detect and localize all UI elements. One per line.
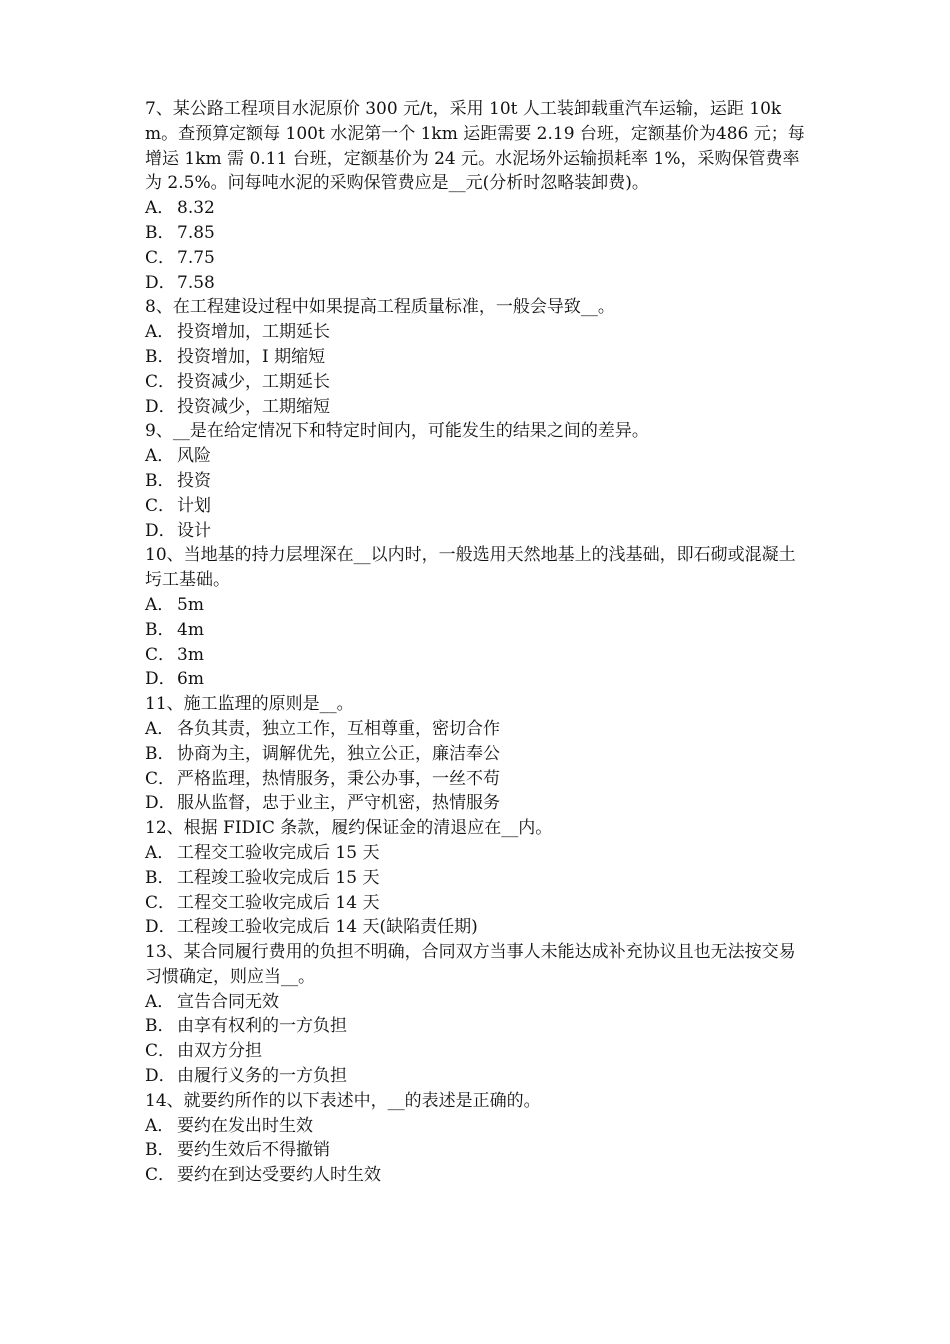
- option-letter: B．: [145, 1140, 175, 1161]
- answer-option: [145, 841, 810, 866]
- option-text: 要约在到达受要约人时生效: [177, 1165, 381, 1186]
- option-text: 7.85: [177, 222, 215, 243]
- option-text: 7.58: [177, 272, 215, 293]
- option-letter: B．: [145, 619, 175, 640]
- option-text: 工程竣工验收完成后 15 天: [177, 867, 380, 888]
- answer-option: [145, 395, 810, 420]
- option-text: 计划: [177, 495, 211, 516]
- question-stem: 7、某公路工程项目水泥原价 300 元/t，采用 10t 人工装卸载重汽车运输，运距 10km。查预算定额每 100t 水泥第一个 1km 运距需要 2.19 台班，定额基价为486 元；每增运 1km 需 0.11 台班，定额基价为 24 元。水泥场外运输损耗率 1%，采购保管费率为 2.5%。问每吨水泥的采购保管费应是__元(分析时忽略装卸费)。: [145, 99, 805, 194]
- question-block: [145, 295, 810, 419]
- option-text: 投资增加，工期延长: [177, 322, 330, 343]
- option-text: 要约生效后不得撤销: [177, 1140, 330, 1161]
- answer-option: [145, 593, 810, 618]
- option-text: 工程交工验收完成后 14 天: [177, 892, 380, 913]
- option-letter: C．: [145, 247, 176, 268]
- option-text: 要约在发出时生效: [177, 1115, 313, 1136]
- option-text: 严格监理，热情服务，秉公办事，一丝不苟: [177, 768, 500, 789]
- option-letter: D．: [145, 520, 176, 541]
- question-stem: 14、就要约所作的以下表述中，__的表述是正确的。: [145, 1090, 541, 1111]
- answer-option: [145, 767, 810, 792]
- option-text: 6m: [177, 669, 204, 690]
- option-letter: B．: [145, 222, 175, 243]
- question-block: [145, 940, 810, 1089]
- option-letter: C．: [145, 371, 176, 392]
- answer-option: [145, 320, 810, 345]
- answer-option: [145, 618, 810, 643]
- answer-option: [145, 221, 810, 246]
- answer-option: [145, 717, 810, 742]
- answer-option: [145, 494, 810, 519]
- answer-option: [145, 444, 810, 469]
- option-letter: A．: [145, 991, 175, 1012]
- option-text: 各负其责，独立工作，互相尊重，密切合作: [177, 718, 500, 739]
- question-block: [145, 543, 810, 692]
- option-text: 投资减少，工期延长: [177, 371, 330, 392]
- question-stem: 9、__是在给定情况下和特定时间内，可能发生的结果之间的差异。: [145, 421, 649, 442]
- option-letter: A．: [145, 322, 175, 343]
- answer-option: [145, 667, 810, 692]
- option-letter: B．: [145, 867, 175, 888]
- option-letter: B．: [145, 470, 175, 491]
- option-text: 8.32: [177, 198, 215, 219]
- option-text: 设计: [177, 520, 211, 541]
- answer-option: [145, 1039, 810, 1064]
- option-letter: C．: [145, 892, 176, 913]
- option-letter: B．: [145, 743, 175, 764]
- question-block: [145, 816, 810, 940]
- answer-option: [145, 643, 810, 668]
- option-text: 由双方分担: [177, 1041, 262, 1062]
- option-letter: D．: [145, 669, 176, 690]
- answer-option: [145, 519, 810, 544]
- option-text: 服从监督，忠于业主，严守机密，热情服务: [177, 793, 500, 814]
- question-block: [145, 1089, 810, 1188]
- answer-option: [145, 469, 810, 494]
- option-text: 风险: [177, 446, 211, 467]
- option-letter: A．: [145, 446, 175, 467]
- option-letter: D．: [145, 793, 176, 814]
- answer-option: [145, 1114, 810, 1139]
- option-text: 宣告合同无效: [177, 991, 279, 1012]
- question-stem: 13、某合同履行费用的负担不明确，合同双方当事人未能达成补充协议且也无法按交易习惯确定，则应当__。: [145, 942, 796, 987]
- option-letter: C．: [145, 495, 176, 516]
- question-stem: 8、在工程建设过程中如果提高工程质量标准，一般会导致__。: [145, 297, 615, 318]
- answer-option: [145, 915, 810, 940]
- option-letter: B．: [145, 346, 175, 367]
- answer-option: [145, 271, 810, 296]
- question-block: [145, 692, 810, 816]
- question-stem: 12、根据 FIDIC 条款，履约保证金的清退应在__内。: [145, 818, 553, 839]
- option-text: 4m: [177, 619, 204, 640]
- option-text: 协商为主，调解优先，独立公正，廉洁奉公: [177, 743, 500, 764]
- option-letter: D．: [145, 1066, 176, 1087]
- option-letter: D．: [145, 272, 176, 293]
- option-text: 5m: [177, 594, 204, 615]
- answer-option: [145, 1014, 810, 1039]
- option-text: 投资减少，工期缩短: [177, 396, 330, 417]
- option-letter: A．: [145, 842, 175, 863]
- option-text: 3m: [177, 644, 204, 665]
- option-letter: A．: [145, 718, 175, 739]
- option-letter: D．: [145, 917, 176, 938]
- option-letter: A．: [145, 594, 175, 615]
- answer-option: [145, 742, 810, 767]
- answer-option: [145, 866, 810, 891]
- question-stem: 10、当地基的持力层埋深在__以内时，一般选用天然地基上的浅基础，即石砌或混凝土圬工基础。: [145, 545, 796, 591]
- answer-option: [145, 370, 810, 395]
- option-letter: D．: [145, 396, 176, 417]
- question-block: [145, 419, 810, 543]
- answer-option: [145, 1064, 810, 1089]
- option-letter: A．: [145, 1115, 175, 1136]
- answer-option: [145, 990, 810, 1015]
- answer-option: [145, 791, 810, 816]
- question-stem: 11、施工监理的原则是__。: [145, 694, 354, 715]
- option-text: 7.75: [177, 247, 215, 268]
- option-text: 工程竣工验收完成后 14 天(缺陷责任期): [177, 917, 478, 938]
- option-text: 由履行义务的一方负担: [177, 1066, 347, 1087]
- option-letter: C．: [145, 1041, 176, 1062]
- option-letter: C．: [145, 644, 176, 665]
- question-list: [145, 97, 810, 1188]
- option-text: 工程交工验收完成后 15 天: [177, 842, 380, 863]
- question-block: [145, 97, 810, 295]
- answer-option: [145, 246, 810, 271]
- option-text: 由享有权利的一方负担: [177, 1016, 347, 1037]
- answer-option: [145, 1163, 810, 1188]
- option-letter: B．: [145, 1016, 175, 1037]
- option-text: 投资: [177, 470, 211, 491]
- option-letter: C．: [145, 768, 176, 789]
- option-text: 投资增加，I 期缩短: [177, 346, 326, 367]
- answer-option: [145, 196, 810, 221]
- answer-option: [145, 1138, 810, 1163]
- option-letter: A．: [145, 198, 175, 219]
- answer-option: [145, 891, 810, 916]
- answer-option: [145, 345, 810, 370]
- option-letter: C．: [145, 1165, 176, 1186]
